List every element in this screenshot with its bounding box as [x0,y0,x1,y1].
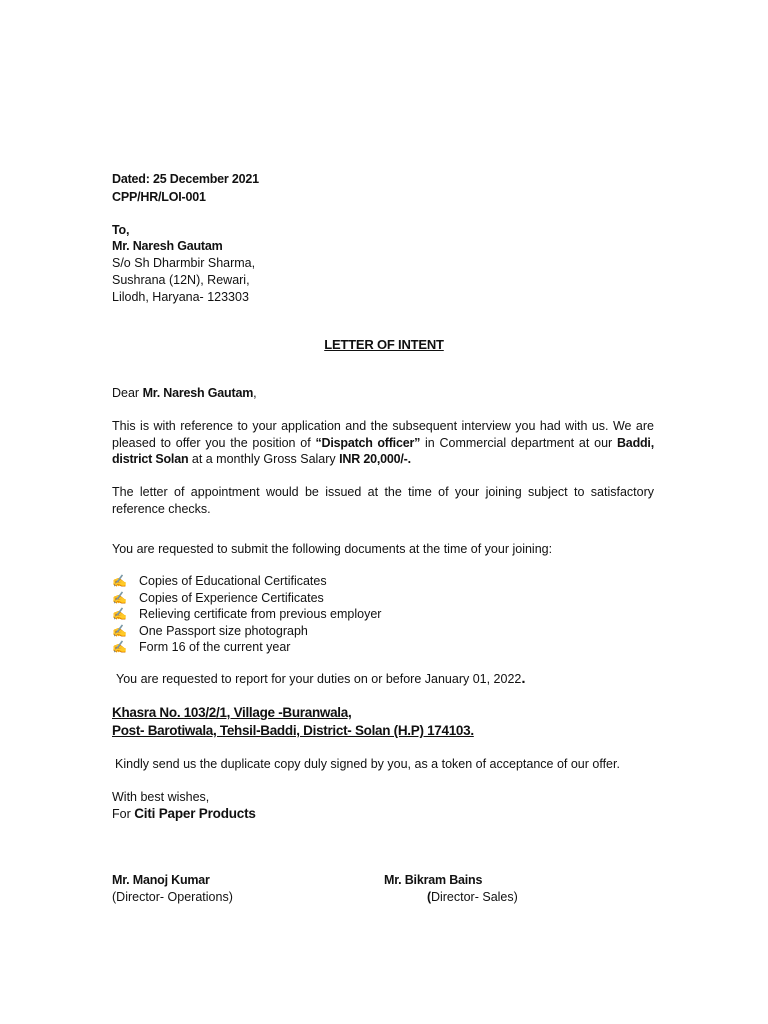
recipient-address-line: Lilodh, Haryana- 123303 [112,290,249,304]
documents-list [112,573,381,656]
writing-hand-icon: ✍ [112,640,127,654]
signatory-name: Mr. Bikram Bains [384,873,483,887]
document-label: Copies of Educational Certificates [139,574,327,588]
offer-text: in Commercial department at our [420,435,617,450]
writing-hand-icon: ✍ [112,590,127,605]
closing-company [112,806,256,822]
salutation-prefix: Dear [112,386,143,400]
acceptance-request: Kindly send us the duplicate copy duly signed by you, as a token of acceptance of our offer. [115,757,620,771]
list-item [112,573,381,590]
letter-date: Dated: 25 December 2021 [112,172,259,186]
offer-text: This is with reference to your application and the subsequent interview you had with us. We are pleased to offer you the position of [112,419,654,450]
document-label: Form 16 of the current year [139,640,291,654]
writing-hand-icon: ✍ [112,607,127,621]
recipient-to: To, [112,223,130,237]
document-label: One Passport size photograph [139,623,308,638]
salutation-suffix: , [253,386,257,400]
document-label: Copies of Experience Certificates [139,590,324,605]
signatory-name: Mr. Manoj Kumar [112,873,210,887]
salutation [112,385,257,401]
closing-for: For [112,807,135,821]
list-item [112,606,381,623]
closing-wishes: With best wishes, [112,790,210,804]
documents-intro: You are requested to submit the following documents at the time of your joining: [112,542,553,556]
report-period: . [521,670,526,687]
list-item [112,623,381,640]
work-address-line: Khasra No. 103/2/1, Village -Buranwala, [112,705,352,720]
offer-salary: INR 20,000/-. [339,452,411,466]
offer-paragraph [112,418,654,468]
signatory-title: (Director- Operations) [112,890,233,904]
reference-number: CPP/HR/LOI-001 [112,190,206,204]
signatory-title-paren: ( [427,890,431,904]
letter-title: LETTER OF INTENT [324,337,444,352]
offer-text: at a monthly Gross Salary [188,452,340,466]
recipient-name: Mr. Naresh Gautam [112,239,223,253]
writing-hand-icon: ✍ [112,574,127,588]
appointment-paragraph: The letter of appointment would be issued at the time of your joining subject to satisfactory reference checks. [112,485,654,516]
signatory-title-text: Director- Sales) [430,890,518,904]
writing-hand-icon: ✍ [112,623,127,638]
report-text: You are requested to report for your duties on or before January 01, 2022 [116,672,522,686]
recipient-address-line: Sushrana (12N), Rewari, [112,273,250,287]
list-item [112,639,381,656]
signatory-title [427,889,518,906]
report-date-line [116,671,526,687]
document-label: Relieving certificate from previous employer [139,607,382,621]
list-item [112,590,381,607]
recipient-address-line: S/o Sh Dharmbir Sharma, [112,256,256,270]
salutation-name: Mr. Naresh Gautam [142,386,254,400]
work-address-line: Post- Barotiwala, Tehsil-Baddi, District- Solan (H.P) 174103. [112,723,474,738]
offer-location: Baddi, district Solan [112,435,654,466]
offer-position: “Dispatch officer” [315,435,421,450]
company-name: Citi Paper Products [134,806,256,821]
